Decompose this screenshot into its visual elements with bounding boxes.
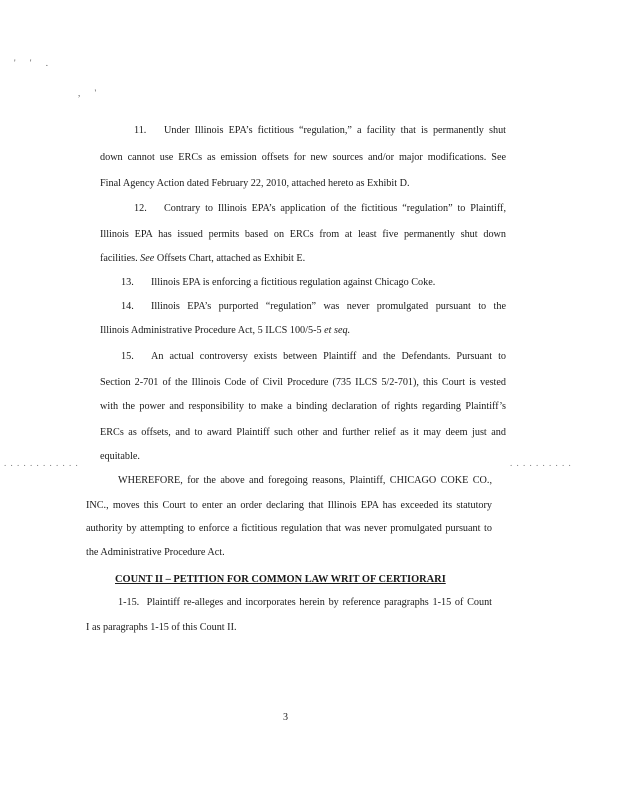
scan-dots-left: . . . . . . . . . . . . xyxy=(4,458,79,468)
para-12-number: 12. xyxy=(134,203,147,214)
para-15-line-1: 15. An actual controversy exists between Plaintiff and the Defendants. Pursuant to xyxy=(121,351,506,362)
para-14-line-2: Illinois Administrative Procedure Act, 5 ILCS 100/5-5 et seq. xyxy=(100,325,351,336)
scan-dots-right: . . . . . . . . . . xyxy=(510,458,572,468)
scan-specks-top: ' ' . xyxy=(14,58,54,68)
para-15-line-2: Section 2-701 of the Illinois Code of Civil Procedure (735 ILCS 5/2-701), this Court is vested xyxy=(100,377,506,388)
para-15-line-4: ERCs as offsets, and to award Plaintiff such other and further relief as it may deem just and xyxy=(100,427,506,438)
para-12-line-3: facilities. See Offsets Chart, attached as Exhibit E. xyxy=(100,253,306,264)
para-15-line-5: equitable. xyxy=(100,451,140,462)
count-ii-number: 1-15. xyxy=(118,597,140,608)
para-11-number: 11. xyxy=(134,125,147,136)
wherefore-line-4: the Administrative Procedure Act. xyxy=(86,547,225,558)
page-number: 3 xyxy=(283,712,288,723)
para-12-line-2: Illinois EPA has issued permits based on ERCs from at least five permanently shut down xyxy=(100,229,506,240)
para-15-line-3: with the power and responsibility to make a binding declaration of rights regarding Plaintiff’s xyxy=(100,401,506,412)
scan-specks-side: , ' xyxy=(78,88,103,98)
para-11-line-3: Final Agency Action dated February 22, 2010, attached hereto as Exhibit D. xyxy=(100,178,410,189)
para-13: 13. Illinois EPA is enforcing a fictitious regulation against Chicago Coke. xyxy=(121,277,436,288)
wherefore-line-2: INC., moves this Court to enter an order declaring that Illinois EPA has exceeded its statutory xyxy=(86,500,492,511)
para-14-number: 14. xyxy=(121,301,134,312)
para-12-line-1: 12. Contrary to Illinois EPA’s application of the fictitious “regulation” to Plaintiff, xyxy=(134,203,506,214)
para-11-line-1: 11. Under Illinois EPA’s fictitious “regulation,” a facility that is permanently shut xyxy=(134,125,506,136)
para-14-line-1: 14. Illinois EPA’s purported “regulation” was never promulgated pursuant to the xyxy=(121,301,506,312)
count-ii-line-2: I as paragraphs 1-15 of this Count II. xyxy=(86,622,237,633)
para-15-number: 15. xyxy=(121,351,134,362)
count-ii-line-1: 1-15. Plaintiff re-alleges and incorporates herein by reference paragraphs 1-15 of Count xyxy=(118,597,492,608)
wherefore-line-3: authority by attempting to enforce a fictitious regulation that was never promulgated pursuant to xyxy=(86,523,492,534)
para-13-number: 13. xyxy=(121,277,134,288)
wherefore-line-1: WHEREFORE, for the above and foregoing reasons, Plaintiff, CHICAGO COKE CO., xyxy=(118,475,492,486)
para-11-line-2: down cannot use ERCs as emission offsets for new sources and/or major modifications. See xyxy=(100,152,506,163)
count-ii-heading: COUNT II – PETITION FOR COMMON LAW WRIT OF CERTIORARI xyxy=(115,574,446,585)
